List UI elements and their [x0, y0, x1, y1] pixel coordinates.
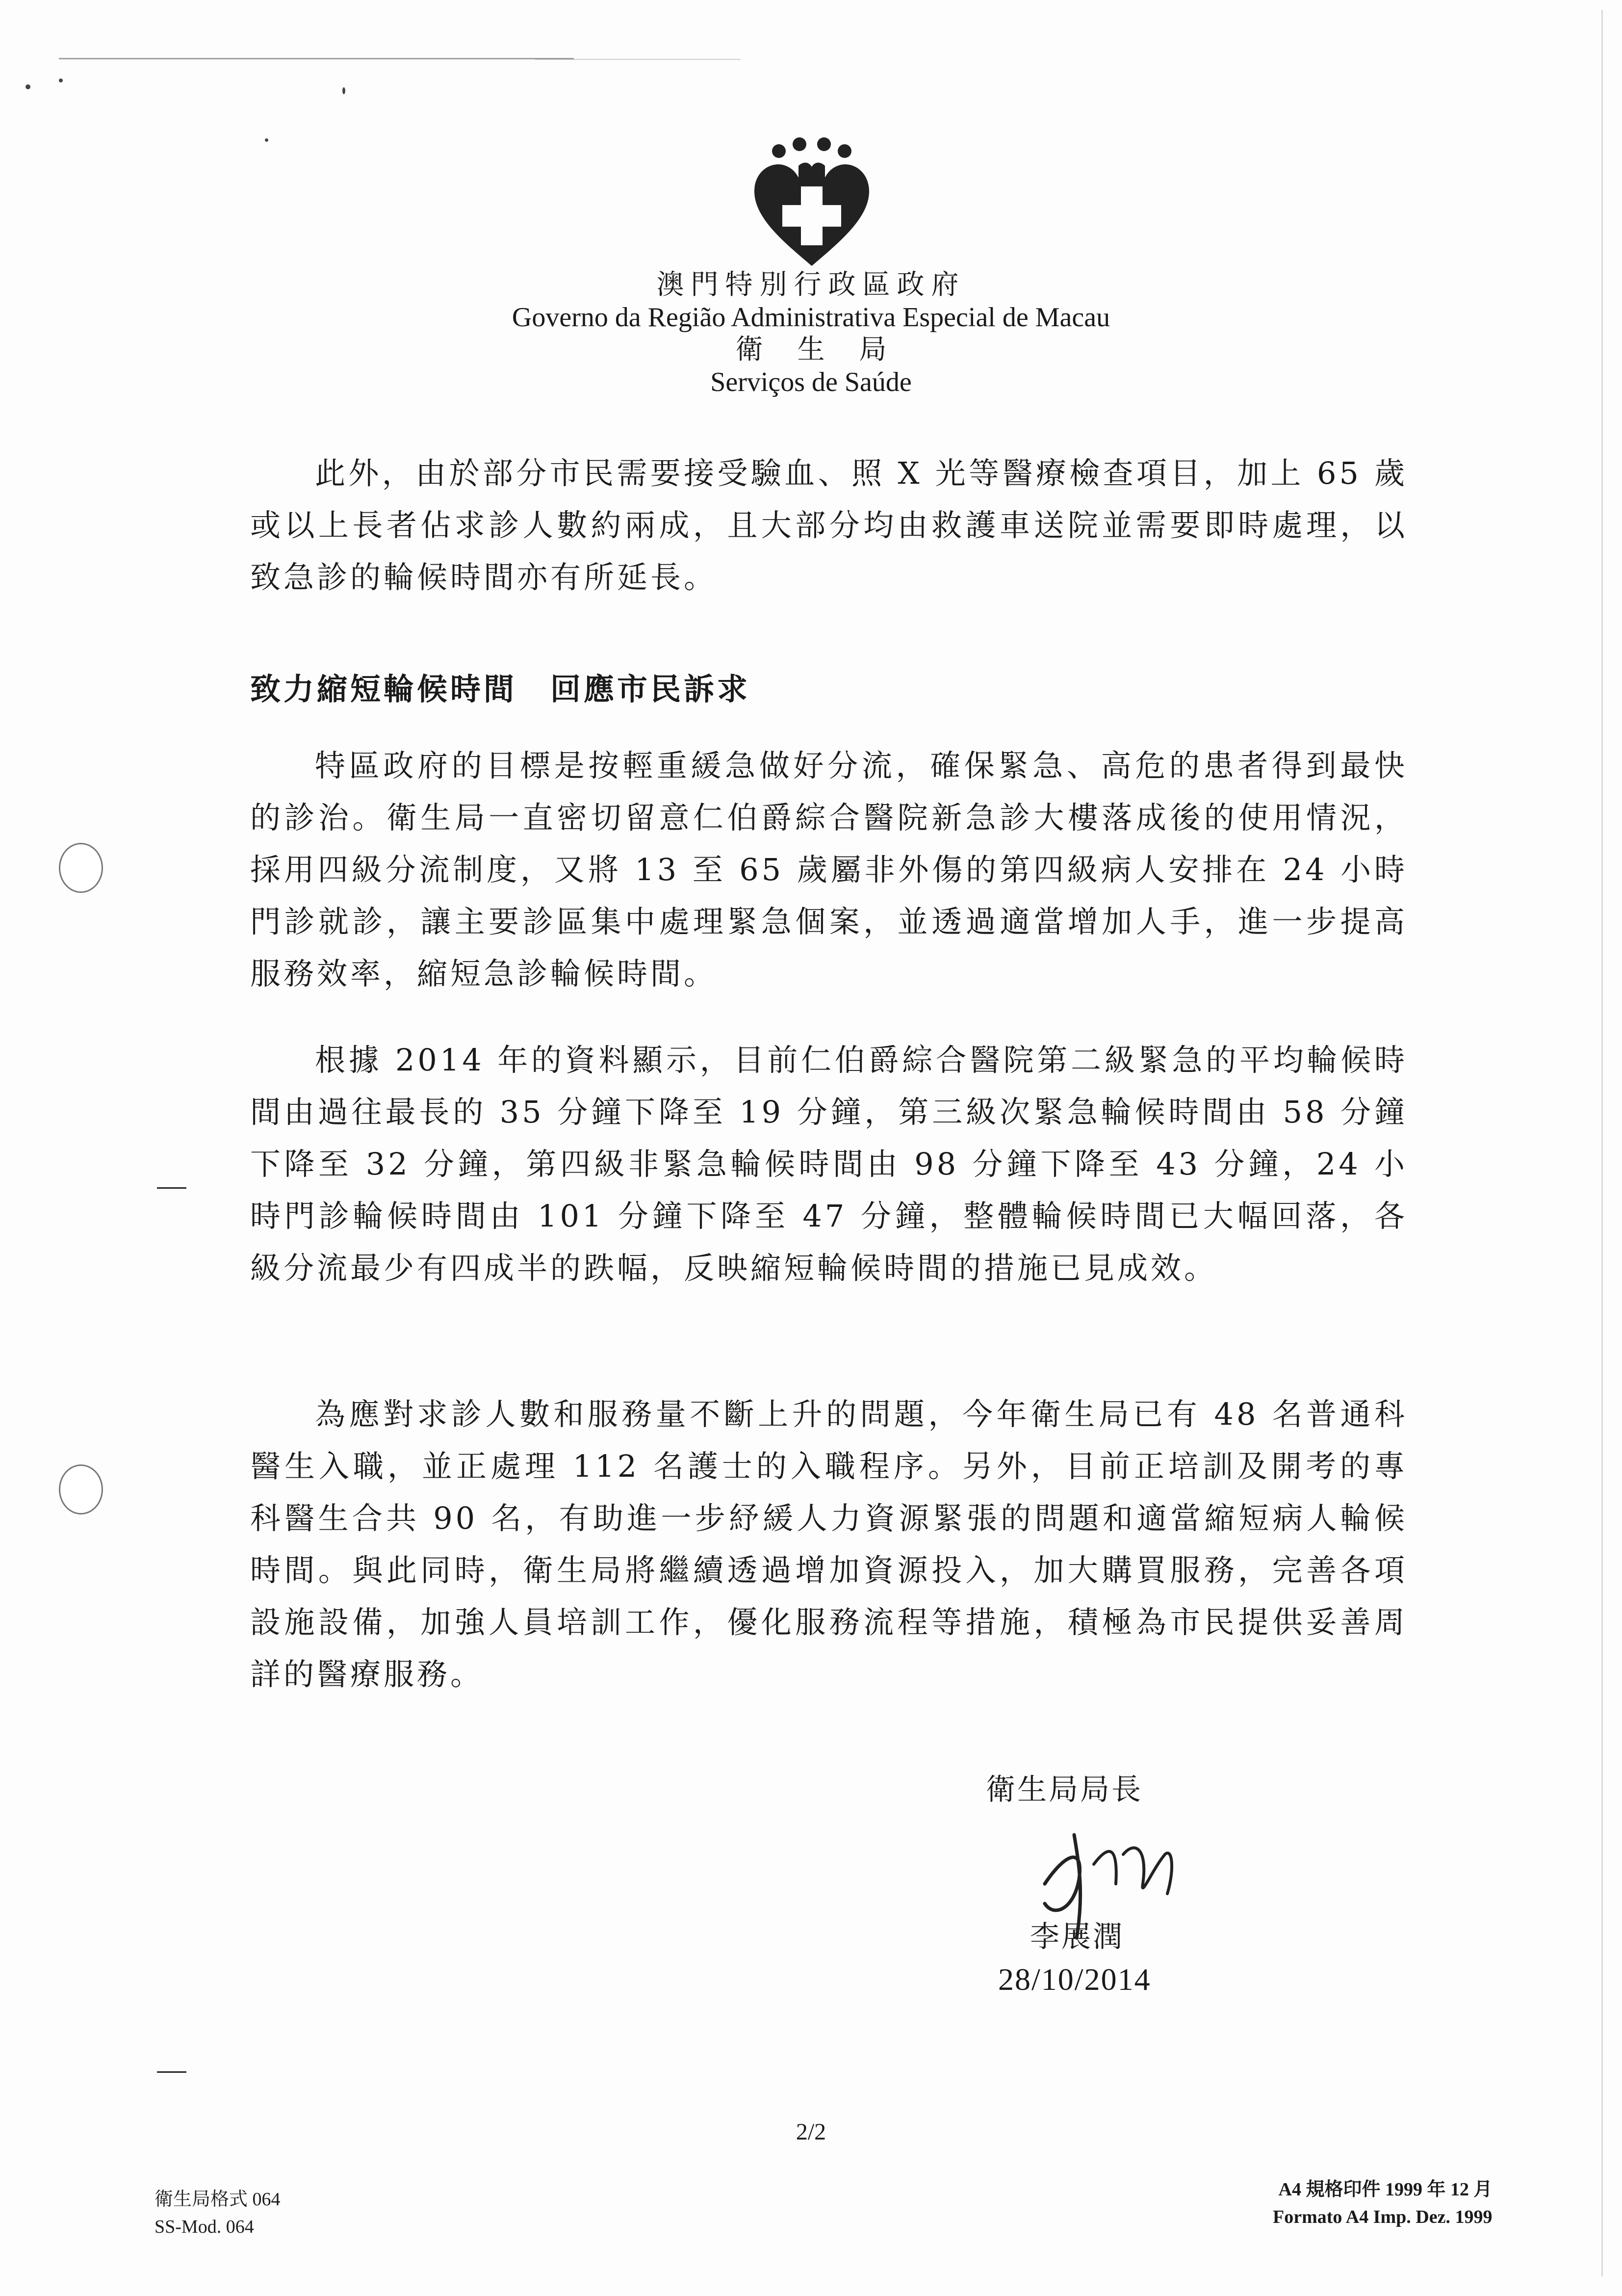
form-code-portuguese: SS-Mod. 064	[154, 2217, 254, 2237]
scan-speck	[59, 78, 63, 82]
department-name-chinese: 衛生局	[735, 335, 921, 365]
paragraph-text: 根據 2014 年的資料顯示，目前仁伯爵綜合醫院第二級緊急的平均輪候時間由過往最長的 35 分鐘下降至 19 分鐘，第三級次緊急輪候時間由 58 分鐘下降至 32 分鐘，第四級非緊急輪候時間由 98 分鐘下降至 43 分鐘，24 小時門診輪候時間由 101 分鐘下降至 47 分鐘，整體輪候時間已大幅回落，各級分流最少有四成半的跌幅，反映縮短輪候時間的措施已見成效。	[250, 1042, 1408, 1286]
form-code-left	[154, 2186, 281, 2241]
government-name-portuguese: Governo da Região Administrativa Especial de Macau	[512, 302, 1110, 333]
paragraph-text: 為應對求診人數和服務量不斷上升的問題，今年衛生局已有 48 名普通科醫生入職，並正處理 112 名護士的入職程序。另外，目前正培訓及開考的專科醫生合共 90 名，有助進一步紓緩人力資源緊張的問題和適當縮短病人輪候時間。與此同時，衛生局將繼續透過增加資源投入，加大購買服務，完善各項設施設備，加強人員培訓工作，優化服務流程等措施，積極為市民提供妥善周詳的醫療服務。	[250, 1396, 1408, 1692]
print-format-right	[1273, 2176, 1492, 2231]
scan-top-line	[59, 58, 574, 59]
body-paragraph-1	[250, 447, 1408, 603]
punch-hole	[59, 843, 103, 893]
section-heading: 致力縮短輪候時間 回應市民訴求	[250, 671, 751, 707]
department-name-portuguese: Serviços de Saúde	[710, 367, 912, 397]
fold-mark	[157, 2071, 186, 2073]
body-paragraph-2	[250, 740, 1408, 1000]
signatory-title: 衛生局局長	[986, 1773, 1143, 1807]
signatory-name: 李展潤	[1030, 1920, 1124, 1954]
scan-speck	[26, 84, 30, 89]
scan-speck	[342, 87, 345, 94]
punch-hole	[59, 1464, 103, 1514]
print-format-chinese: A4 規格印件 1999 年 12 月	[1278, 2179, 1493, 2200]
scan-speck	[265, 138, 268, 142]
scan-top-line-faint	[535, 59, 741, 60]
health-bureau-heart-cross-logo-icon	[750, 137, 873, 270]
body-paragraph-4	[250, 1388, 1408, 1700]
government-name-chinese: 澳門特別行政區政府	[656, 270, 966, 300]
form-code-chinese: 衛生局格式 064	[154, 2189, 281, 2210]
fold-mark	[157, 1187, 186, 1189]
print-format-portuguese: Formato A4 Imp. Dez. 1999	[1273, 2207, 1493, 2227]
paragraph-text: 此外，由於部分市民需要接受驗血、照 X 光等醫療檢查項目，加上 65 歲或以上長者佔求診人數約兩成，且大部分均由救護車送院並需要即時處理，以致急診的輪候時間亦有所延長。	[250, 455, 1408, 595]
body-paragraph-3	[250, 1034, 1408, 1294]
paragraph-text: 特區政府的目標是按輕重緩急做好分流，確保緊急、高危的患者得到最快的診治。衛生局一直密切留意仁伯爵綜合醫院新急診大樓落成後的使用情況，採用四級分流制度，又將 13 至 65 歲屬非外傷的第四級病人安排在 24 小時門診就診，讓主要診區集中處理緊急個案，並透過適當增加人手，進一步提高服務效率，縮短急診輪候時間。	[250, 748, 1408, 991]
signature-date: 28/10/2014	[998, 1962, 1151, 1997]
page-number: 2/2	[796, 2119, 826, 2145]
